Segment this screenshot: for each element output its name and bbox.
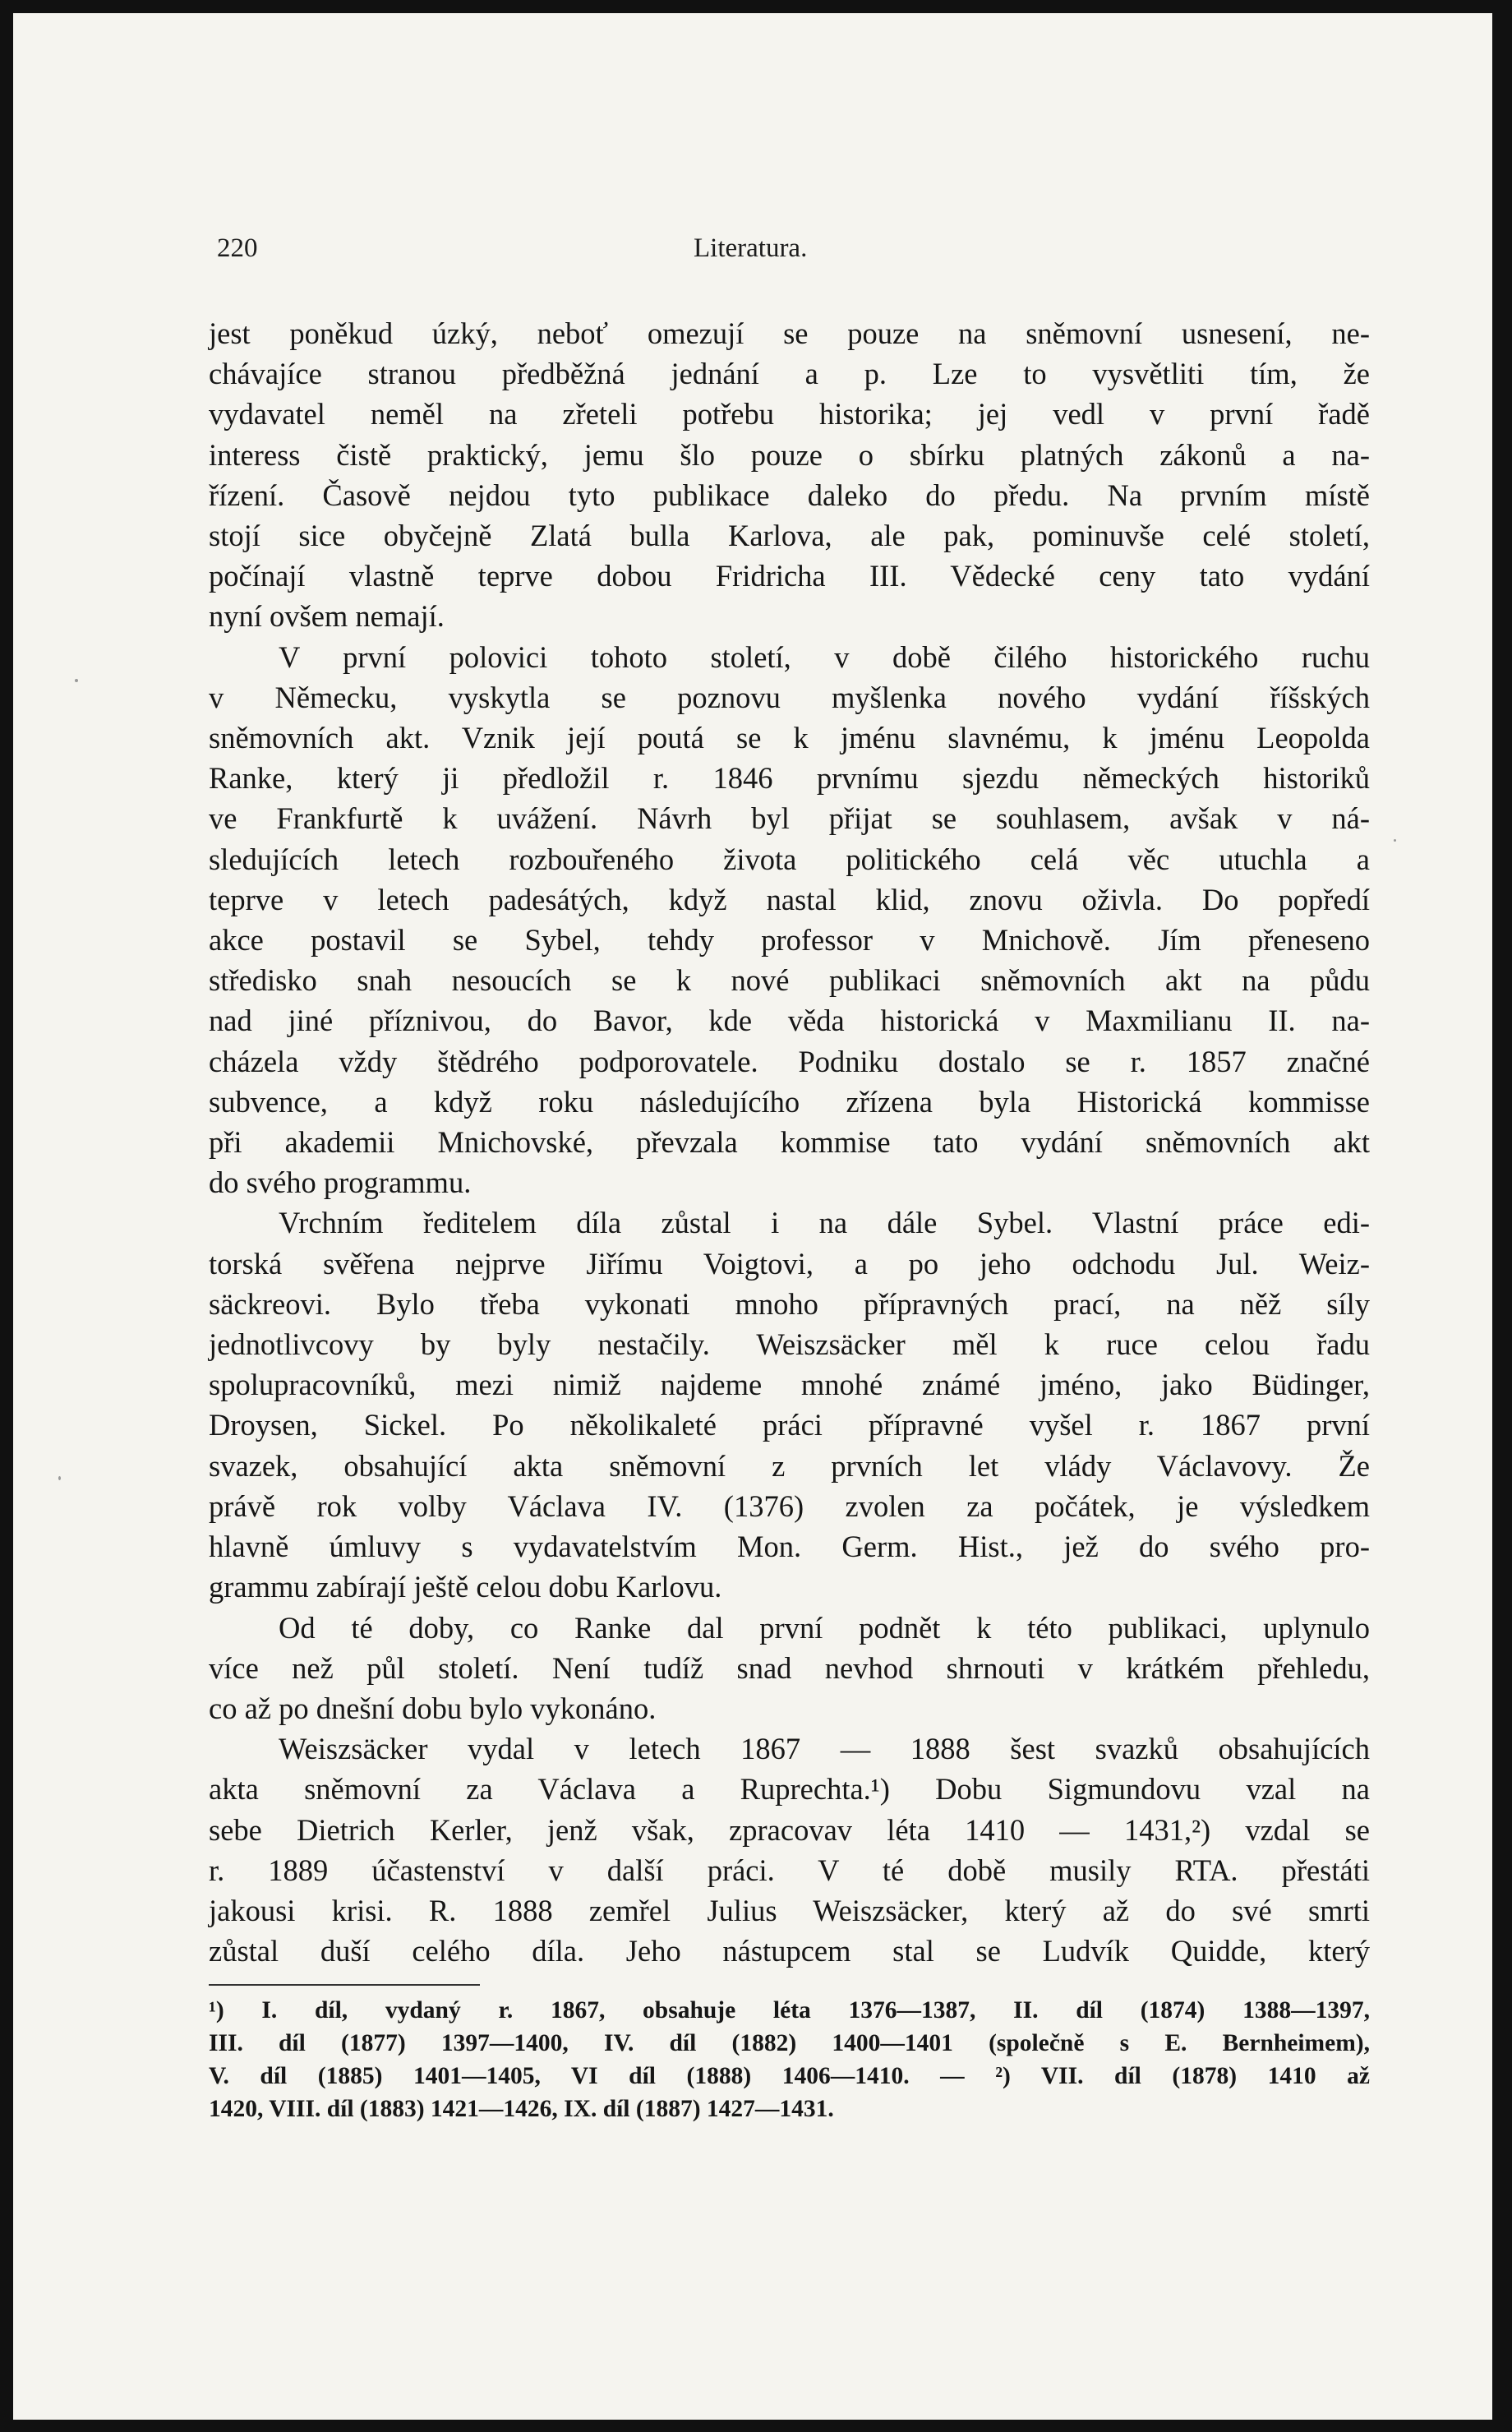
text-line: ve Frankfurtě k uvážení. Návrh byl přijat se souhlasem, avšak v ná- bbox=[209, 801, 1370, 836]
page-number: 220 bbox=[217, 233, 258, 263]
text-line: Vrchním ředitelem díla zůstal i na dále Sybel. Vlastní práce edi- bbox=[279, 1206, 1370, 1240]
text-line: Droysen, Sickel. Po několikaleté práci přípravné vyšel r. 1867 první bbox=[209, 1408, 1370, 1442]
footnote-line: 1420, VIII. díl (1883) 1421—1426, IX. díl (1887) 1427—1431. bbox=[209, 2096, 834, 2122]
text-line: V první polovici tohoto století, v době čilého historického ruchu bbox=[279, 639, 1370, 674]
text-line: při akademii Mnichovské, převzala kommise tato vydání sněmovních akt bbox=[209, 1125, 1370, 1160]
text-line: subvence, a když roku následujícího zřízena byla Historická kommisse bbox=[209, 1084, 1370, 1119]
text-line: Ranke, který ji předložil r. 1846 prvnímu sjezdu německých historiků bbox=[209, 761, 1370, 796]
paragraph bbox=[209, 637, 1370, 1203]
text-line: hlavně úmluvy s vydavatelstvím Mon. Germ. Hist., jež do svého pro- bbox=[209, 1530, 1370, 1564]
text-line: grammu zabírají ještě celou dobu Karlovu. bbox=[209, 1570, 722, 1604]
text-line: počínají vlastně teprve dobou Fridricha III. Vědecké ceny tato vydání bbox=[209, 559, 1370, 593]
page-header bbox=[209, 233, 1359, 275]
text-line: säckreovi. Bylo třeba vykonati mnoho přípravných prací, na něž síly bbox=[209, 1286, 1370, 1321]
running-head: Literatura. bbox=[694, 233, 808, 263]
text-line: sebe Dietrich Kerler, jenž však, zpracovav léta 1410 — 1431,²) vzdal se bbox=[209, 1812, 1370, 1847]
text-line: jest poněkud úzký, neboť omezují se pouze na sněmovní usnesení, ne- bbox=[209, 316, 1370, 350]
text-line: právě rok volby Václava IV. (1376) zvolen za počátek, je výsledkem bbox=[209, 1488, 1370, 1523]
footnote-line: V. díl (1885) 1401—1405, VI díl (1888) 1406—1410. — ²) VII. díl (1878) 1410 až bbox=[209, 2063, 1370, 2089]
paragraph bbox=[209, 1728, 1370, 1971]
page-speck bbox=[58, 1476, 61, 1480]
text-line: akta sněmovní za Václava a Ruprechta.¹) Dobu Sigmundovu vzal na bbox=[209, 1772, 1370, 1807]
text-line: řízení. Časově nejdou tyto publikace daleko do předu. Na prvním místě bbox=[209, 478, 1370, 512]
text-line: sledujících letech rozbouřeného života politického celá věc utuchla a bbox=[209, 842, 1370, 876]
footnote-line: III. díl (1877) 1397—1400, IV. díl (1882) 1400—1401 (společně s E. Bernheimem), bbox=[209, 2030, 1370, 2056]
paragraph bbox=[209, 313, 1370, 637]
text-line: torská svěřena nejprve Jiřímu Voigtovi, a po jeho odchodu Jul. Weiz- bbox=[209, 1246, 1370, 1281]
footnotes bbox=[209, 1994, 1370, 2125]
text-line: cházela vždy štědrého podporovatele. Podniku dostalo se r. 1857 značné bbox=[209, 1044, 1370, 1078]
text-line: sněmovních akt. Vznik její poutá se k jménu slavnému, k jménu Leopolda bbox=[209, 721, 1370, 755]
text-line: středisko snah nesoucích se k nové publikaci sněmovních akt na půdu bbox=[209, 963, 1370, 998]
paragraph bbox=[209, 1202, 1370, 1607]
text-line: co až po dnešní dobu bylo vykonáno. bbox=[209, 1691, 657, 1725]
text-line: akce postavil se Sybel, tehdy professor v Mnichově. Jím přeneseno bbox=[209, 923, 1370, 958]
text-line: nyní ovšem nemají. bbox=[209, 599, 445, 634]
text-line: interess čistě praktický, jemu šlo pouze o sbírku platných zákonů a na- bbox=[209, 437, 1370, 472]
text-line: spolupracovníků, mezi nimiž najdeme mnohé známé jméno, jako Büdinger, bbox=[209, 1368, 1370, 1402]
body-text bbox=[209, 313, 1370, 1971]
text-line: svazek, obsahující akta sněmovní z prvních let vlády Václavovy. Že bbox=[209, 1448, 1370, 1483]
text-line: teprve v letech padesátých, když nastal klid, znovu oživla. Do popředí bbox=[209, 882, 1370, 916]
text-line: r. 1889 účastenství v další práci. V té době musily RTA. přestáti bbox=[209, 1853, 1370, 1887]
text-line: Weiszsäcker vydal v letech 1867 — 1888 šest svazků obsahujících bbox=[279, 1732, 1370, 1766]
page-speck bbox=[1394, 839, 1396, 842]
text-line: chávajíce stranou předběžná jednání a p. Lze to vysvětliti tím, že bbox=[209, 357, 1370, 391]
text-line: Od té doby, co Ranke dal první podnět k této publikaci, uplynulo bbox=[279, 1610, 1370, 1645]
text-line: v Německu, vyskytla se poznovu myšlenka nového vydání říšských bbox=[209, 680, 1370, 714]
text-line: nad jiné příznivou, do Bavor, kde věda historická v Maxmilianu II. na- bbox=[209, 1004, 1370, 1038]
paragraph bbox=[209, 1608, 1370, 1729]
text-line: do svého programmu. bbox=[209, 1165, 472, 1200]
footnote-line: ¹) I. díl, vydaný r. 1867, obsahuje léta 1376—1387, II. díl (1874) 1388—1397, bbox=[209, 1997, 1370, 2024]
page-speck bbox=[75, 679, 78, 682]
text-line: více než půl století. Není tudíž snad nevhod shrnouti v krátkém přehledu, bbox=[209, 1650, 1370, 1685]
text-line: jakousi krisi. R. 1888 zemřel Julius Weiszsäcker, který až do své smrti bbox=[209, 1893, 1370, 1927]
text-line: vydavatel neměl na zřeteli potřebu historika; jej vedl v první řadě bbox=[209, 397, 1370, 431]
text-line: jednotlivcovy by byly nestačily. Weiszsäcker měl k ruce celou řadu bbox=[209, 1327, 1370, 1362]
text-line: stojí sice obyčejně Zlatá bulla Karlova, ale pak, pominuvše celé století, bbox=[209, 519, 1370, 553]
text-line: zůstal duší celého díla. Jeho nástupcem stal se Ludvík Quidde, který bbox=[209, 1934, 1370, 1968]
footnote-rule bbox=[209, 1984, 480, 1986]
book-page bbox=[13, 13, 1492, 2420]
